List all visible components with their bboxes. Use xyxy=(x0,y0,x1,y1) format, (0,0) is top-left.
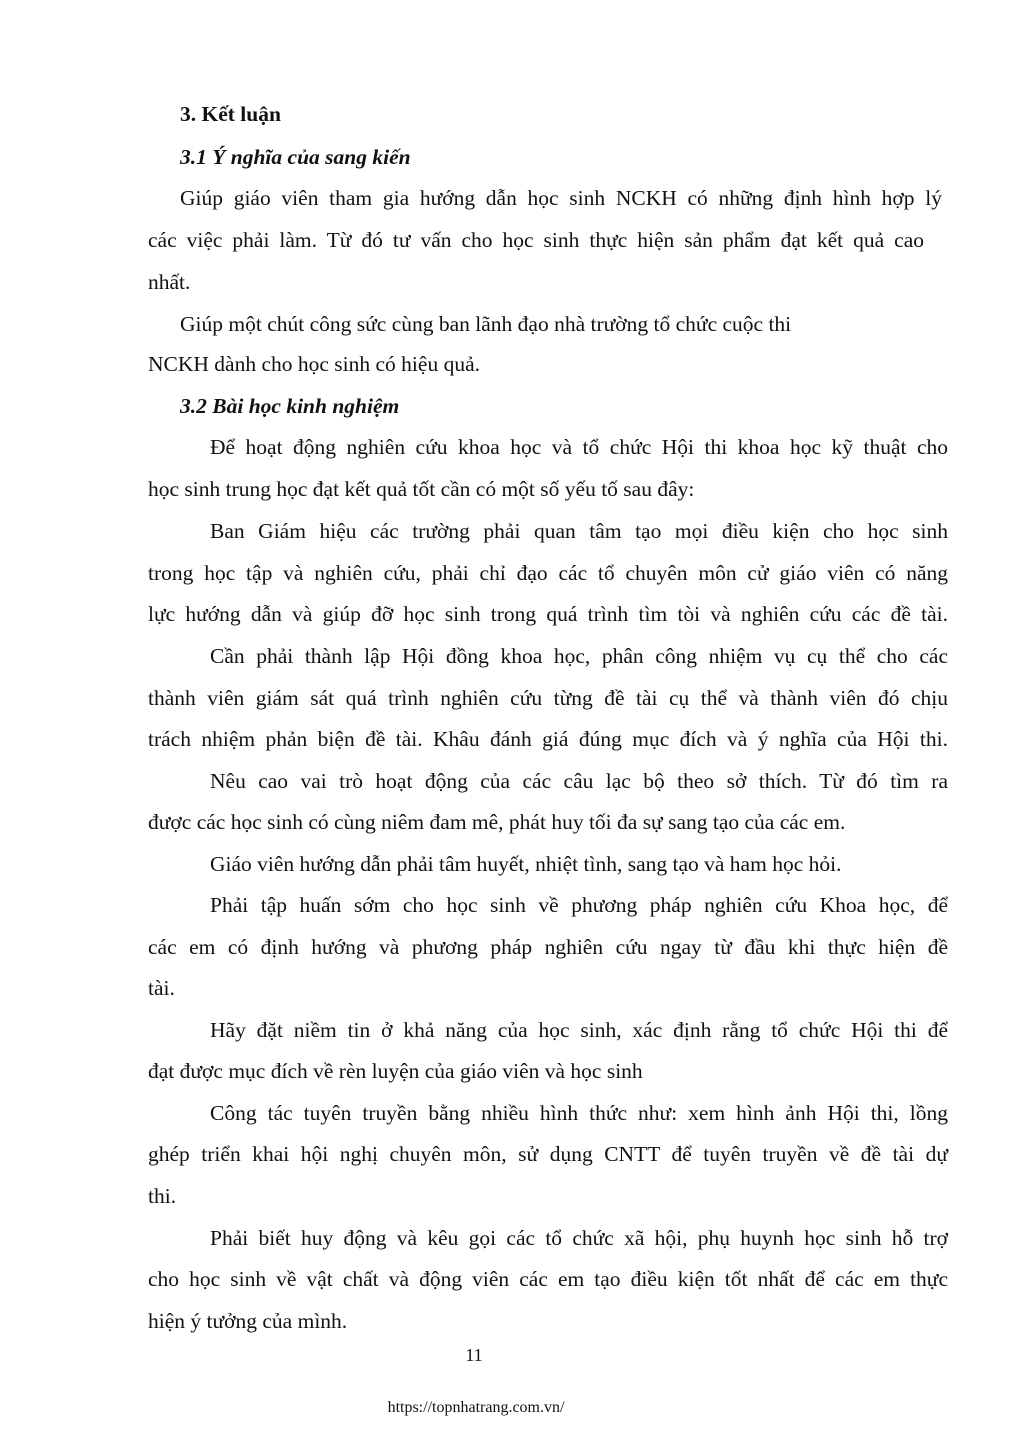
paragraph-line: Giúp một chút công sức cùng ban lãnh đạo nhà trường tổ chức cuộc thi xyxy=(180,312,792,336)
paragraph-line: thi. xyxy=(148,1184,177,1208)
paragraph-line: ghép triển khai hội nghị chuyên môn, sử dụng CNTT để tuyên truyền về đề tài dự xyxy=(148,1142,948,1166)
paragraph-line: Cần phải thành lập Hội đồng khoa học, phân công nhiệm vụ cụ thể cho các xyxy=(210,644,948,668)
paragraph-line: lực hướng dẫn và giúp đỡ học sinh trong quá trình tìm tòi và nghiên cứu các đề tài. xyxy=(148,602,948,626)
paragraph-line: các em có định hướng và phương pháp nghiên cứu ngay từ đầu khi thực hiện đề xyxy=(148,935,948,959)
footer-url: https://topnhatrang.com.vn/ xyxy=(387,1399,565,1416)
paragraph-line: Phải biết huy động và kêu gọi các tổ chức xã hội, phụ huynh học sinh hỗ trợ xyxy=(210,1226,948,1250)
paragraph-line: học sinh trung học đạt kết quả tốt cần có một số yếu tố sau đây: xyxy=(148,477,695,501)
paragraph-line: thành viên giám sát quá trình nghiên cứu từng đề tài cụ thể và thành viên đó chịu xyxy=(148,686,948,710)
paragraph-line: Giáo viên hướng dẫn phải tâm huyết, nhiệt tình, sang tạo và ham học hỏi. xyxy=(210,852,842,876)
paragraph-line: các việc phải làm. Từ đó tư vấn cho học sinh thực hiện sản phẩm đạt kết quả cao xyxy=(148,228,924,252)
paragraph-line: hiện ý tưởng của mình. xyxy=(148,1309,348,1333)
heading-conclusion: 3. Kết luận xyxy=(180,102,281,126)
paragraph-line: trách nhiệm phản biện đề tài. Khâu đánh giá đúng mục đích và ý nghĩa của Hội thi. xyxy=(148,727,948,751)
paragraph-line: trong học tập và nghiên cứu, phải chỉ đạo các tổ chuyên môn cử giáo viên có năng xyxy=(148,561,948,585)
paragraph-line: Công tác tuyên truyền bằng nhiều hình thức như: xem hình ảnh Hội thi, lồng xyxy=(210,1101,948,1125)
paragraph-line: Phải tập huấn sớm cho học sinh về phương pháp nghiên cứu Khoa học, để xyxy=(210,893,948,917)
heading-significance: 3.1 Ý nghĩa của sang kiến xyxy=(180,145,411,169)
paragraph-line: Để hoạt động nghiên cứu khoa học và tổ chức Hội thi khoa học kỹ thuật cho xyxy=(210,435,948,459)
paragraph-line: nhất. xyxy=(148,270,191,294)
paragraph-line: cho học sinh về vật chất và động viên các em tạo điều kiện tốt nhất để các em thực xyxy=(148,1267,948,1291)
heading-lessons: 3.2 Bài học kinh nghiệm xyxy=(180,394,400,418)
paragraph-line: tài. xyxy=(148,976,175,1000)
paragraph-line: NCKH dành cho học sinh có hiệu quả. xyxy=(148,352,480,376)
paragraph-line: Hãy đặt niềm tin ở khả năng của học sinh, xác định rằng tổ chức Hội thi để xyxy=(210,1018,948,1042)
paragraph-line: được các học sinh có cùng niêm đam mê, phát huy tối đa sự sang tạo của các em. xyxy=(148,810,846,834)
paragraph-line: Giúp giáo viên tham gia hướng dẫn học sinh NCKH có những định hình hợp lý xyxy=(180,186,942,210)
page-number: 11 xyxy=(465,1345,483,1365)
paragraph-line: đạt được mục đích về rèn luyện của giáo viên và học sinh xyxy=(148,1059,643,1083)
paragraph-line: Ban Giám hiệu các trường phải quan tâm tạo mọi điều kiện cho học sinh xyxy=(210,519,948,543)
paragraph-line: Nêu cao vai trò hoạt động của các câu lạc bộ theo sở thích. Từ đó tìm ra xyxy=(210,769,948,793)
